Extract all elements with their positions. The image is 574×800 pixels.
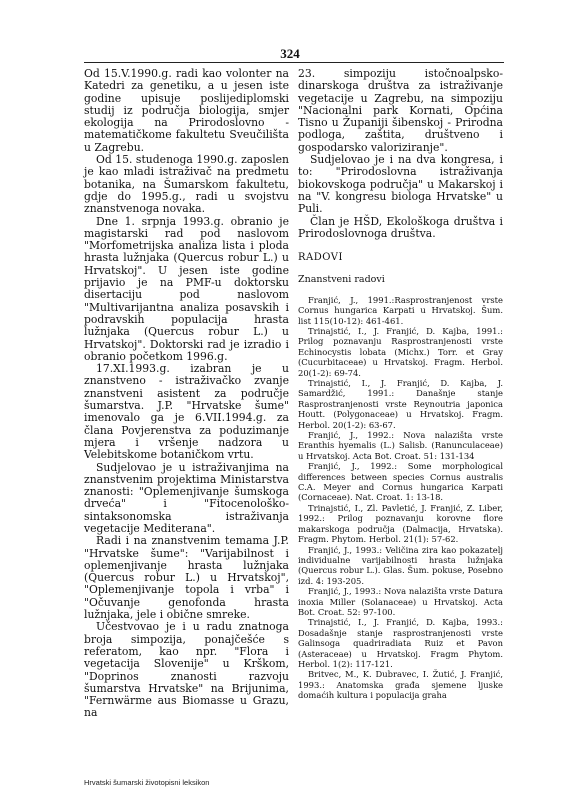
header-rule <box>84 62 504 63</box>
section-title: RADOVI <box>298 252 343 264</box>
paragraph: 23. simpoziju istočnoalpsko-dinarskoga društva za istraživanje vegetacije u Zagrebu, na simpoziju "Nacionalni park Kornati, Općina Tisno u Županiji šibenskoj - Prirodna podloga, zaštita, društveno i gospodarsko valoriziranje". <box>298 67 503 154</box>
paragraph: 17.XI.1993.g. izabran je u znanstveno - istraživačko zvanje znanstveni asistent za područje šumarstva. J.P. "Hrvatske šume" imenovalo ga je 6.VII.1994.g. za člana Povjerenstva za poduzimanje mjera i vršenje nadzora u Velebitskome botaničkom vrtu. <box>84 362 289 462</box>
reference-entry: Trinajstić, I., Zl. Pavletić, J. Franjić, Z. Liber, 1992.: Prilog poznavanju korovne flore makarskoga područja (Dalmacija, Hrvatska). Fragm. Phytom. Herbol. 21(1): 57-62. <box>298 502 503 545</box>
paragraph: Radi i na znanstvenim temama J.P. "Hrvatske šume": "Varijabilnost i oplemenjivanje hrasta lužnjaka (Quercus robur L.) u Hrvatskoj", "Oplemenjivanje topola i vrba" i "Očuvanje genofonda hrasta lužnjaka, jele i obične smreke. <box>84 534 289 622</box>
reference-entry: Trinajstić, I., J. Franjić, D. Kajba, 1993.: Dosadašnje stanje rasprostranjenosti vrste Galinsoga quadriradiata Ruiz et Pavon (Asteraceae) u Hrvatskoj. Fragm Phytom. Herbol. 1(2): 117-121. <box>298 617 503 669</box>
reference-entry: Franjić, J., 1993.: Nova nalazišta vrste Datura inoxia Miller (Solanaceae) u Hrvatskoj. Acta Bot. Croat. 52: 97-100. <box>298 586 503 617</box>
reference-entry: Trinajstić, I., J. Franjić, D. Kajba, J. Samardžić, 1991.: Današnje stanje Rasprostranjenosti vrste Reynoutria japonica Houtt. (Polygonaceae) u Hrvatskoj. Fragm. Herbol. 20(1-2): 63-67. <box>298 378 503 430</box>
paragraph: Od 15. studenoga 1990.g. zaposlen je kao mladi istraživač na predmetu botanika, na Šumarskom fakultetu, gdje do 1995.g., radi u svojstvu znanstvenoga novaka. <box>84 153 289 216</box>
paragraph: Učestvovao je i u radu znatnoga broja simpozija, ponajčešće s referatom, kao npr. "Flora i vegetacija Slovenije" u Krškom, "Doprinos znanosti razvoju šumarstva Hrvatske" na Brijunima, "Fernwärme aus Biomasse u Grazu, na <box>84 620 289 720</box>
paragraph: Član je HŠD, Ekološkoga društva i Prirodoslovnoga društva. <box>298 214 503 240</box>
left-column <box>84 68 289 720</box>
reference-entry: Britvec, M., K. Dubravec, I. Žutić, J. Franjić, 1993.: Anatomska građa sjemene ljuske domaćih kultura i populacija graha <box>298 669 503 701</box>
subsection-title: Znanstveni radovi <box>298 274 385 286</box>
reference-entry: Franjić, J., 1993.: Veličina zira kao pokazatelj individualne varijabilnosti hrasta lužnjaka (Quercus robur L.). Glas. Šum. pokuse, Posebno izd. 4: 193-205. <box>298 544 503 586</box>
reference-entry: Franjić, J., 1992.: Some morphological differences between species Cornus australis C.A. Meyer and Cornus hungarica Karpati (Cornaceae). Nat. Croat. 1: 13-18. <box>298 461 503 503</box>
paragraph: Dne 1. srpnja 1993.g. obranio je magistarski rad pod naslovom "Morfometrijska analiza lista i ploda hrasta lužnjaka (Quercus robur L.) u Hrvatskoj". U jesen iste godine prijavio je na PMF-u doktorsku disertaciju pod naslovom "Multivarijantna analiza posavskih i podravskih populacija hrasta lužnjaka (Quercus robur L.) u Hrvatskoj". Doktorski rad je izradio i obranio početkom 1996.g. <box>84 214 289 363</box>
reference-entry: Franjić, J., 1992.: Nova nalazišta vrste Eranthis hyemalis (L.) Salisb. (Ranunculaceae) u Hrvatskoj. Acta Bot. Croat. 51: 131-134 <box>298 430 503 461</box>
reference-entry: Franjić, J., 1991.:Rasprostranjenost vrste Cornus hungarica Karpati u Hrvatskoj. Šum. list 115(10-12): 461-461. <box>298 294 503 326</box>
paragraph: Sudjelovao je u istraživanjima na znanstvenim projektima Ministarstva znanosti: "Oplemenjivanje šumskoga drveća" i "Fitocenološko-sintaksonomska istraživanja vegetacije Mediterana". <box>84 460 289 535</box>
reference-entry: Trinajstić, I., J. Franjić, D. Kajba, 1991.: Prilog poznavanju Rasprostranjenosti vrste Echinocystis lobata (Michx.) Torr. et Gray (Cucurbitaceae) u Hrvatskoj. Fragm. Herbol. 20(1-2): 69-74. <box>298 325 503 378</box>
paragraph: Sudjelovao je i na dva kongresa, i to: "Prirodoslovna istraživanja biokovskoga područja" u Makarskoj i na "V. kongresu biologa Hrvatske" u Puli. <box>298 153 503 216</box>
page-footer: Hrvatski šumarski životopisni leksikon <box>84 778 210 787</box>
right-column <box>298 68 503 701</box>
paragraph: Od 15.V.1990.g. radi kao volonter na Katedri za genetiku, a u jesen iste godine upisuje poslijediplomski studij iz područja biologija, smjer ekologija na Prirodoslovno - matematičkome fakultetu Sveučilišta u Zagrebu. <box>84 67 289 154</box>
page-number: 324 <box>280 46 300 61</box>
